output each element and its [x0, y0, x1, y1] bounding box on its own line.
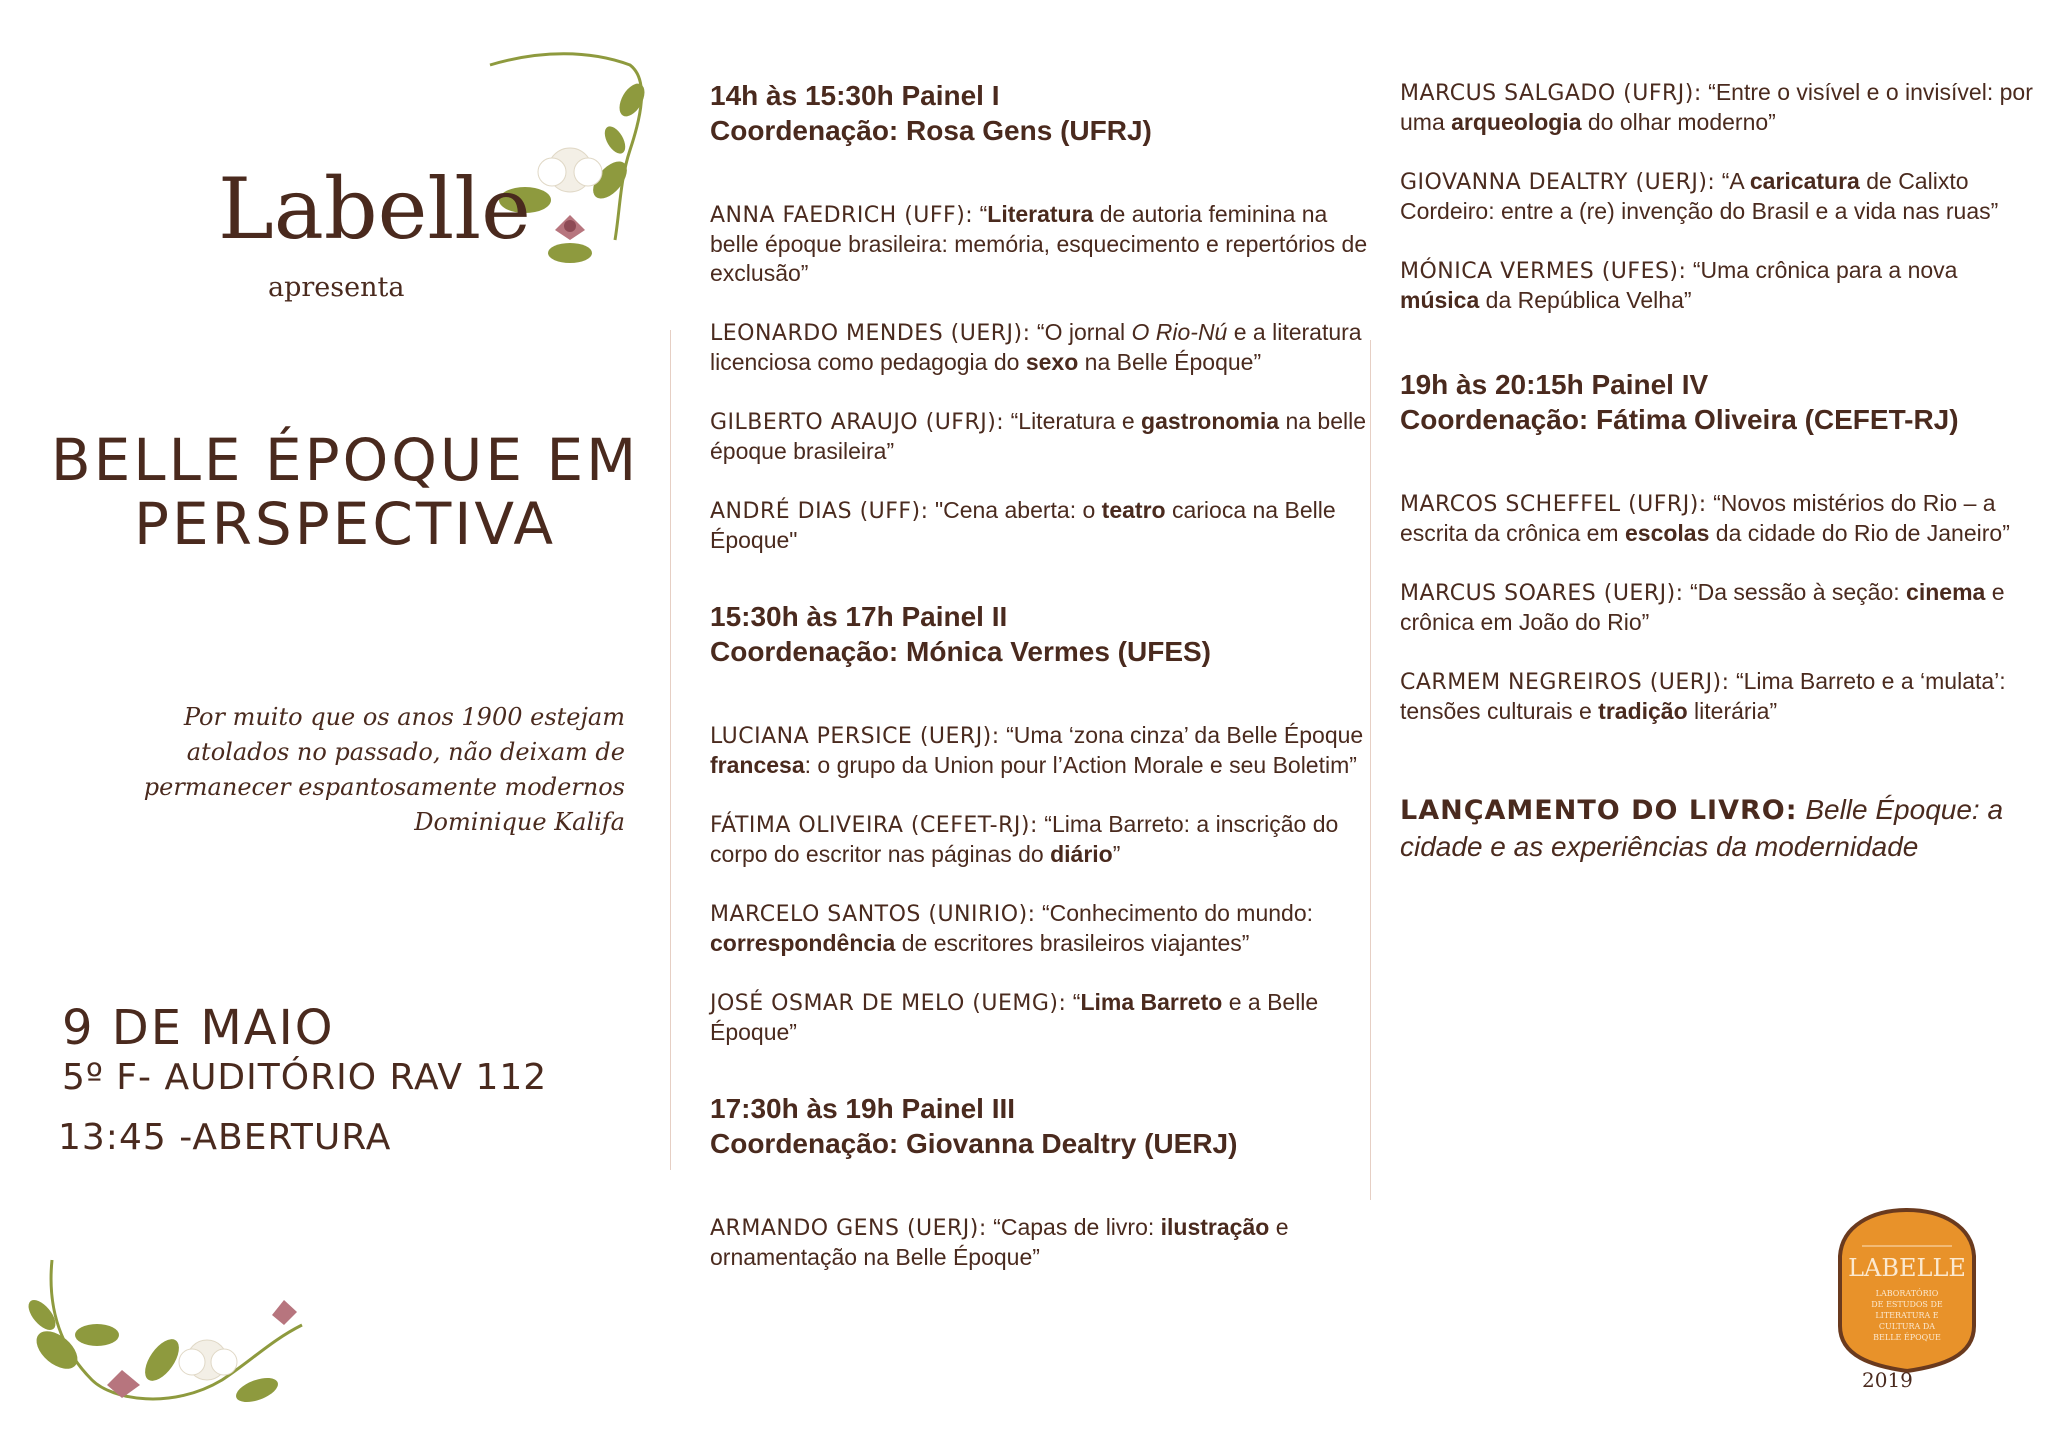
epigraph-quote [120, 700, 625, 840]
talk-text: literária” [1687, 698, 1778, 724]
event-title-line1: BELLE ÉPOQUE EM [50, 426, 640, 494]
quote-line: Por muito que os anos 1900 estejam [183, 703, 625, 731]
speaker-name: GILBERTO ARAUJO (UFRJ): [710, 410, 1005, 435]
talk-item [710, 810, 1370, 869]
event-title [50, 428, 640, 556]
talk-text: “Novos mistérios do Rio – a escrita da crônica em [1400, 490, 1996, 546]
talk-keyword: cinema [1906, 579, 1986, 605]
panel-time: 17:30h às 19h Painel III [710, 1093, 1016, 1124]
logo-subtitle: apresenta [268, 272, 405, 303]
speaker-name: MÓNICA VERMES (UFES): [1400, 259, 1687, 284]
speaker-name: FÁTIMA OLIVEIRA (CEFET-RJ): [710, 813, 1038, 838]
talk-text: e a Belle Époque” [710, 989, 1319, 1045]
talk-text: e a literatura licenciosa como pedagogia do [710, 319, 1362, 375]
talk-text: ” [1112, 841, 1121, 867]
panel-header [710, 1091, 1370, 1161]
talk-keyword: diário [1050, 841, 1113, 867]
speaker-name: ANNA FAEDRICH (UFF): [710, 203, 974, 228]
talk-text: “O jornal [1030, 319, 1132, 345]
event-venue: 5º F- AUDITÓRIO RAV 112 [62, 1057, 548, 1098]
talk-text: "Cena aberta: o [928, 497, 1102, 523]
talk-text: e ornamentação na Belle Époque” [710, 1214, 1289, 1270]
quote-author: Dominique Kalifa [414, 808, 625, 836]
floral-branch-bottom-illustration [22, 1250, 322, 1420]
talk-text: na Belle Époque” [1078, 349, 1262, 375]
event-date: 9 DE MAIO [62, 1000, 335, 1056]
speaker-name: ARMANDO GENS (UERJ): [710, 1216, 987, 1241]
badge-text: DE ESTUDOS DE [1871, 1300, 1943, 1309]
program-column-right [1400, 78, 2040, 865]
talk-text: “Lima Barreto: a inscrição do corpo do escritor nas páginas do [710, 811, 1339, 867]
talk-item [710, 407, 1370, 466]
panel-time: 19h às 20:15h Painel IV [1400, 369, 1709, 400]
panel-header [710, 78, 1370, 148]
badge-text: BELLE ÉPOQUE [1873, 1333, 1941, 1342]
talk-keyword: correspondência [710, 930, 896, 956]
panel-time: 14h às 15:30h Painel I [710, 80, 1000, 111]
talk-item [710, 496, 1370, 555]
panel-header [1400, 367, 2040, 437]
event-title-line2: PERSPECTIVA [133, 490, 557, 558]
column-divider [1370, 340, 1371, 1200]
talk-item [1400, 256, 2040, 315]
speaker-name: LEONARDO MENDES (UERJ): [710, 321, 1031, 346]
quote-line: permanecer espantosamente modernos [143, 773, 625, 801]
talk-keyword: escolas [1624, 520, 1710, 546]
talk-text: “Uma ‘zona cinza’ da Belle Époque [999, 722, 1364, 748]
speaker-name: MARCUS SOARES (UERJ): [1400, 581, 1684, 606]
talk-item [710, 200, 1370, 288]
talk-text: “A [1715, 168, 1750, 194]
talk-keyword: sexo [1025, 349, 1079, 375]
talk-item [1400, 489, 2040, 548]
talk-keyword: gastronomia [1141, 408, 1280, 434]
talk-keyword: tradição [1598, 698, 1688, 724]
talk-text: “ [973, 201, 988, 227]
badge-text: CULTURA DA [1878, 1322, 1936, 1331]
panel-coordination: Coordenação: Giovanna Dealtry (UERJ) [710, 1128, 1238, 1159]
talk-keyword: teatro [1101, 497, 1166, 523]
talk-text: “Literatura e [1004, 408, 1142, 434]
talk-keyword: música [1400, 287, 1480, 313]
talk-item [1400, 167, 2040, 226]
panel-coordination: Coordenação: Mónica Vermes (UFES) [710, 636, 1212, 667]
speaker-name: MARCUS SALGADO (UFRJ): [1400, 81, 1702, 106]
talk-item [710, 721, 1370, 780]
talk-keyword: francesa [710, 752, 805, 778]
column-divider [670, 330, 671, 1170]
talk-text: de escritores brasileiros viajantes” [895, 930, 1250, 956]
talk-item [710, 318, 1370, 377]
talk-keyword: arqueologia [1451, 109, 1582, 135]
talk-text: de Calixto Cordeiro: entre a (re) invenção do Brasil e a vida nas ruas” [1400, 168, 1999, 224]
quote-line: atolados no passado, não deixam de [186, 738, 625, 766]
speaker-name: MARCOS SCHEFFEL (UFRJ): [1400, 492, 1707, 517]
talk-keyword: Lima Barreto [1080, 989, 1223, 1015]
talk-text: e crônica em João do Rio” [1400, 579, 2005, 635]
speaker-name: ANDRÉ DIAS (UFF): [710, 499, 929, 524]
badge-name: LABELLE [1848, 1254, 1966, 1282]
book-launch [1400, 792, 2040, 865]
talk-text: “Capas de livro: [986, 1214, 1161, 1240]
talk-keyword: Literatura [987, 201, 1094, 227]
speaker-name: MARCELO SANTOS (UNIRIO): [710, 902, 1036, 927]
labelle-lab-badge [1832, 1206, 1982, 1376]
talk-text: “Conhecimento do mundo: [1035, 900, 1314, 926]
event-opening-time: 13:45 -ABERTURA [58, 1117, 392, 1158]
speaker-name: LUCIANA PERSICE (UERJ): [710, 724, 1000, 749]
speaker-name: JOSÉ OSMAR DE MELO (UEMG): [710, 991, 1067, 1016]
talk-item [710, 899, 1370, 958]
badge-text: LABORATÓRIO [1875, 1289, 1939, 1298]
talk-text: “ [1066, 989, 1081, 1015]
book-launch-label: LANÇAMENTO DO LIVRO: [1400, 795, 1798, 826]
talk-item [1400, 78, 2040, 137]
talk-item [1400, 578, 2040, 637]
talk-italic: O Rio-Nú [1131, 319, 1228, 345]
talk-item [710, 988, 1370, 1047]
talk-text: “Lima Barreto e a ‘mulata’: tensões culturais e [1400, 668, 2006, 724]
badge-text: LITERATURA E [1875, 1311, 1939, 1320]
talk-text: da cidade do Rio de Janeiro” [1709, 520, 2010, 546]
talk-item [710, 1213, 1370, 1272]
talk-text: “Da sessão à seção: [1683, 579, 1907, 605]
talk-text: na belle époque brasileira” [710, 408, 1367, 464]
panel-header [710, 599, 1370, 669]
talk-keyword: ilustração [1160, 1214, 1270, 1240]
talk-keyword: caricatura [1749, 168, 1860, 194]
panel-coordination: Coordenação: Rosa Gens (UFRJ) [710, 115, 1152, 146]
talk-text: da República Velha” [1479, 287, 1692, 313]
talk-text: carioca na Belle Époque" [710, 497, 1336, 553]
speaker-name: CARMEM NEGREIROS (UERJ): [1400, 670, 1730, 695]
panel-time: 15:30h às 17h Painel II [710, 601, 1008, 632]
speaker-name: GIOVANNA DEALTRY (UERJ): [1400, 170, 1716, 195]
talk-text: : o grupo da Union pour l’Action Morale e seu Boletim” [804, 752, 1357, 778]
book-title: Belle Époque: a cidade e as experiências da modernidade [1400, 794, 2004, 862]
talk-text: de autoria feminina na belle époque brasileira: memória, esquecimento e repertórios de exclusão” [710, 201, 1368, 286]
talk-item [1400, 667, 2040, 726]
program-column-middle [710, 78, 1370, 1302]
labelle-logo-text: Labelle [218, 160, 531, 258]
badge-year: 2019 [1862, 1368, 1913, 1392]
talk-text: “Uma crônica para a nova [1686, 257, 1958, 283]
talk-text: do olhar moderno” [1581, 109, 1776, 135]
talk-text: “Entre o visível e o invisível: por uma [1400, 79, 2033, 135]
panel-coordination: Coordenação: Fátima Oliveira (CEFET-RJ) [1400, 404, 1959, 435]
